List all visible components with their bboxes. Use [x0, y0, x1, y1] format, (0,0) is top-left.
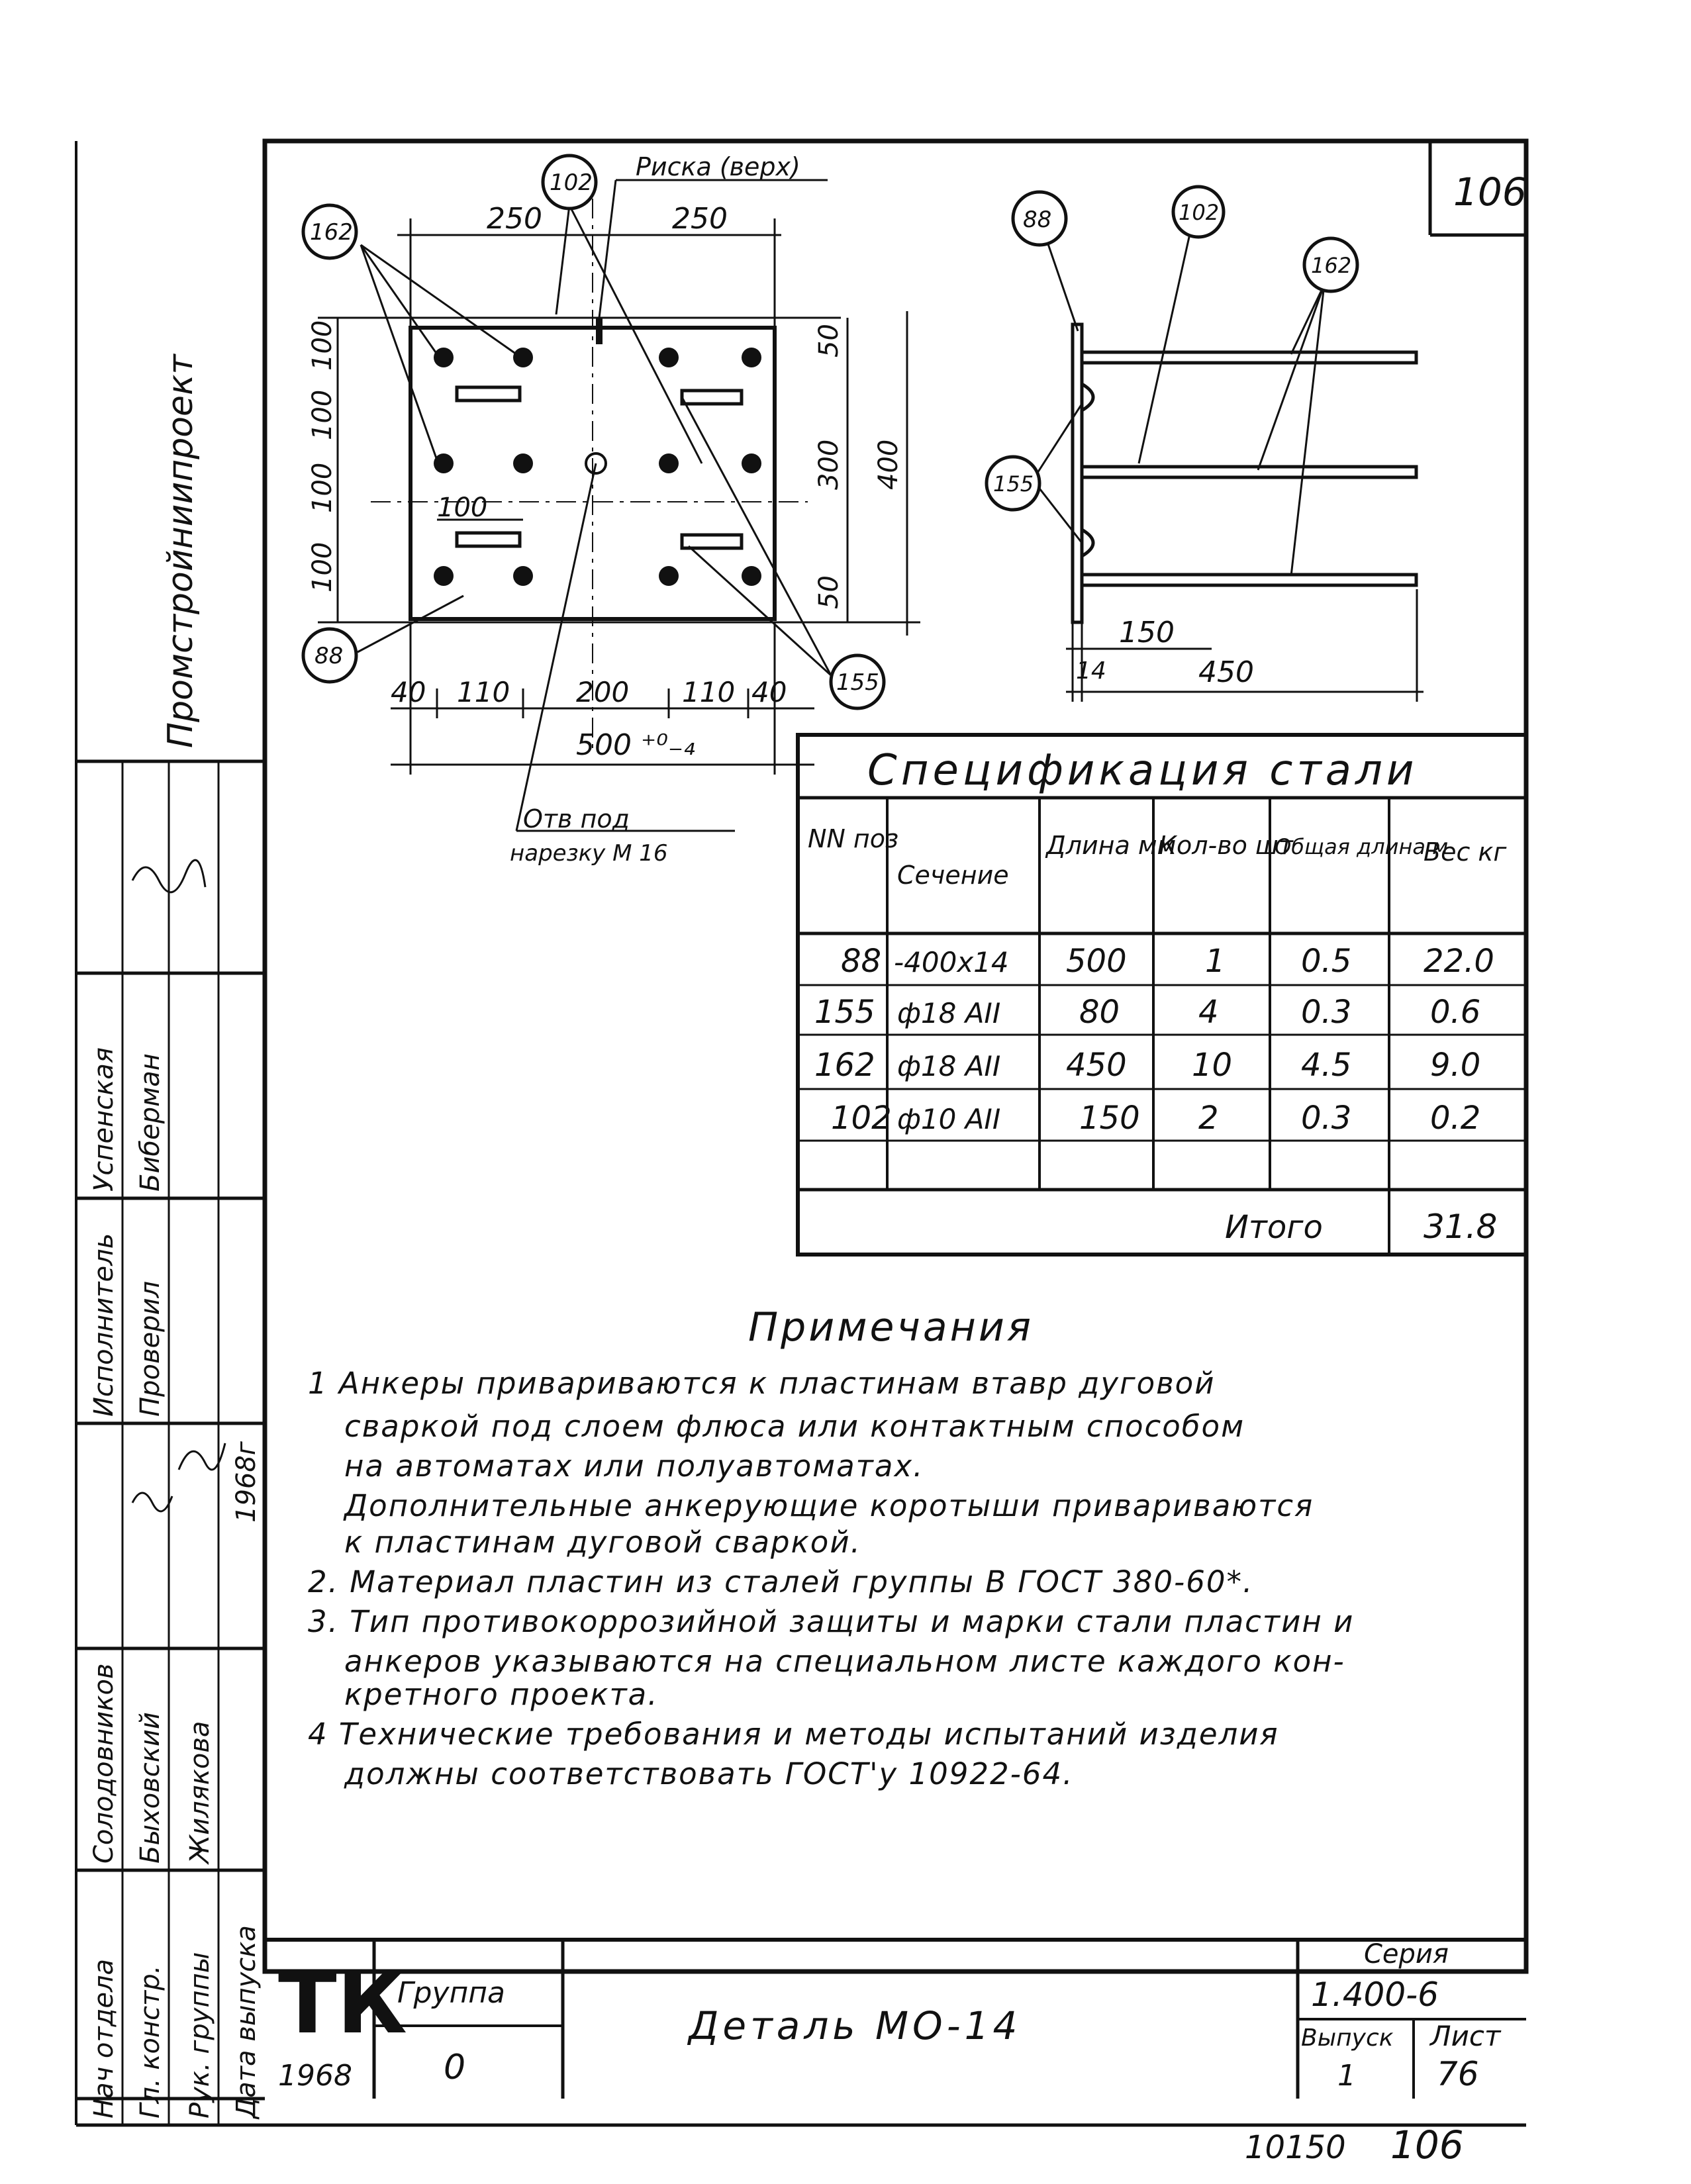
svg-text:Проверил: Проверил	[135, 1280, 166, 1417]
group-label: Группа	[397, 1976, 505, 2010]
side-callout-88: 88	[1023, 207, 1052, 233]
svg-text:450: 450	[1066, 1047, 1127, 1084]
svg-text:9.0: 9.0	[1430, 1047, 1481, 1084]
callout-102: 102	[550, 169, 593, 196]
svg-text:сваркой под слоем флюса или ко: сваркой под слоем флюса или контактным способом	[344, 1409, 1245, 1444]
svg-text:Гл. констр.: Гл. констр.	[135, 1965, 166, 2118]
issue-value: 1	[1337, 2059, 1356, 2093]
svg-text:NN поз: NN поз	[808, 824, 899, 853]
svg-text:22.0: 22.0	[1424, 943, 1494, 980]
sheet-value: 76	[1437, 2055, 1479, 2093]
svg-text:Успенская: Успенская	[89, 1047, 119, 1192]
svg-text:2: 2	[1198, 1100, 1219, 1137]
svg-text:ф18 АII: ф18 АII	[897, 1050, 1001, 1082]
svg-text:Сечение: Сечение	[897, 861, 1009, 890]
svg-text:100: 100	[307, 462, 338, 513]
svg-text:100: 100	[307, 542, 338, 593]
svg-text:110: 110	[682, 676, 736, 708]
riska-mark	[596, 318, 603, 344]
svg-text:анкеров указываются на специал: анкеров указываются на специальном листе каждого кон-	[344, 1644, 1345, 1679]
svg-text:Кол-во шт: Кол-во шт	[1159, 831, 1293, 860]
svg-text:0.3: 0.3	[1301, 994, 1352, 1031]
notes	[308, 1304, 1354, 1791]
side-dim-450: 450	[1198, 655, 1254, 689]
svg-text:0.5: 0.5	[1301, 943, 1352, 980]
series-value: 1.400-6	[1311, 1975, 1439, 2014]
svg-text:2. Материал пластин из сталей: 2. Материал пластин из сталей группы В ГОСТ 380-60*.	[308, 1564, 1254, 1599]
hole-note-2: нарезку М 16	[510, 840, 668, 867]
svg-text:500: 500	[1066, 943, 1127, 980]
short-anchors	[457, 387, 742, 548]
svg-text:102: 102	[831, 1100, 892, 1137]
svg-text:50: 50	[814, 575, 844, 609]
footer-page: 106	[1390, 2122, 1464, 2167]
svg-text:Дата выпуска: Дата выпуска	[231, 1925, 262, 2118]
svg-text:Исполнитель: Исполнитель	[89, 1233, 119, 1417]
svg-text:-400x14: -400x14	[894, 946, 1009, 978]
dim-total-500: 500 ⁺⁰₋₄	[576, 728, 695, 762]
spec-headers	[808, 824, 1507, 890]
sheet-number-top: 106	[1453, 169, 1527, 214]
svg-text:400: 400	[873, 439, 904, 490]
svg-text:на автоматах или полуавтоматах: на автоматах или полуавтоматах.	[344, 1448, 924, 1484]
svg-text:10: 10	[1192, 1047, 1233, 1084]
svg-text:ф10 АII: ф10 АII	[897, 1103, 1001, 1135]
side-callout-155: 155	[993, 471, 1034, 497]
side-leaders	[1033, 225, 1424, 702]
svg-text:0.6: 0.6	[1430, 994, 1481, 1031]
svg-text:Жилякова: Жилякова	[185, 1721, 215, 1864]
dims-left	[307, 320, 338, 593]
svg-text:1: 1	[1205, 943, 1226, 980]
svg-text:88: 88	[841, 943, 882, 980]
svg-text:0.2: 0.2	[1430, 1100, 1481, 1137]
svg-text:0.3: 0.3	[1301, 1100, 1352, 1137]
side-anchors	[1082, 352, 1416, 585]
side-callout-102: 102	[1179, 200, 1220, 225]
tk-logo: ТК	[278, 1952, 407, 2053]
svg-text:Вес кг: Вес кг	[1424, 837, 1507, 867]
svg-text:4: 4	[1198, 994, 1219, 1031]
svg-text:Длина мм: Длина мм	[1046, 831, 1177, 860]
spec-table	[798, 735, 1526, 1255]
spec-total-label: Итого	[1225, 1209, 1323, 1246]
notes-lines	[308, 1366, 1354, 1791]
svg-text:110: 110	[457, 676, 510, 708]
svg-text:Нач отдела: Нач отдела	[89, 1958, 119, 2118]
svg-text:40: 40	[391, 676, 426, 708]
org-name: Промстройниипроект	[161, 354, 201, 748]
svg-text:50: 50	[814, 324, 844, 357]
anchor-holes	[434, 348, 761, 586]
svg-text:3. Тип противокоррозийной защи: 3. Тип противокоррозийной защиты и марки стали пластин и	[308, 1604, 1355, 1639]
dim-top-right: 250	[672, 202, 728, 236]
svg-text:Биберман: Биберман	[135, 1053, 166, 1192]
svg-text:Рук. группы: Рук. группы	[185, 1952, 215, 2118]
hole-note-1: Отв под	[523, 804, 630, 833]
svg-text:200: 200	[576, 676, 630, 708]
notes-title: Примечания	[748, 1304, 1034, 1351]
dims-right	[814, 324, 904, 609]
series-label: Серия	[1364, 1939, 1449, 1970]
sheet-label: Лист	[1430, 2020, 1501, 2052]
detail-title: Деталь МО-14	[689, 2003, 1022, 2048]
svg-text:Быховский: Быховский	[135, 1712, 166, 1864]
svg-text:к пластинам дуговой сваркой.: к пластинам дуговой сваркой.	[344, 1525, 861, 1560]
svg-text:4 Технические требования и мет: 4 Технические требования и методы испытаний изделия	[308, 1717, 1279, 1752]
svg-text:должны соответствовать ГОСТ'у: должны соответствовать ГОСТ'у 10922-64.	[344, 1756, 1074, 1791]
callout-162: 162	[310, 219, 353, 246]
svg-text:ф18 АII: ф18 АII	[897, 997, 1001, 1029]
svg-text:кретного проекта.: кретного проекта.	[344, 1677, 659, 1712]
svg-text:Дополнительные анкерующие коро: Дополнительные анкерующие коротыши привариваются	[344, 1488, 1314, 1523]
tk-year: 1968	[278, 2059, 352, 2093]
spec-total-value: 31.8	[1424, 1208, 1498, 1246]
spec-title: Спецификация стали	[867, 746, 1418, 795]
side-dim-14: 14	[1076, 657, 1106, 685]
riska-label: Риска (верх)	[636, 152, 800, 181]
group-value: 0	[444, 2048, 466, 2087]
issue-label: Выпуск	[1301, 2024, 1394, 2052]
svg-text:162: 162	[814, 1047, 875, 1084]
side-dim-150: 150	[1119, 616, 1175, 649]
svg-text:80: 80	[1079, 994, 1120, 1031]
left-strip-roles	[89, 1047, 262, 2120]
dim-top-left: 250	[487, 202, 542, 236]
callout-88: 88	[314, 643, 344, 669]
svg-text:155: 155	[814, 994, 875, 1031]
plan-callout-circles	[303, 156, 884, 708]
svg-text:300: 300	[814, 439, 844, 490]
svg-text:100: 100	[307, 320, 338, 371]
svg-text:1 Анкеры привариваются к пласт: 1 Анкеры привариваются к пластинам втавр дуговой	[308, 1366, 1216, 1401]
svg-text:Общая длина м: Общая длина м	[1275, 834, 1449, 859]
side-callout-162: 162	[1311, 253, 1352, 278]
svg-text:4.5: 4.5	[1301, 1047, 1352, 1084]
dims-bottom	[391, 676, 787, 708]
footer-code: 10150	[1245, 2129, 1346, 2166]
callout-155: 155	[836, 669, 879, 696]
svg-text:100: 100	[307, 389, 338, 440]
svg-text:40: 40	[751, 676, 787, 708]
side-view	[987, 187, 1424, 702]
plan-view	[303, 152, 920, 867]
svg-text:Солодовников: Солодовников	[89, 1663, 119, 1864]
svg-text:150: 150	[1079, 1100, 1140, 1137]
svg-text:1968г: 1968г	[231, 1441, 262, 1523]
dim-inner-100: 100	[437, 493, 488, 523]
